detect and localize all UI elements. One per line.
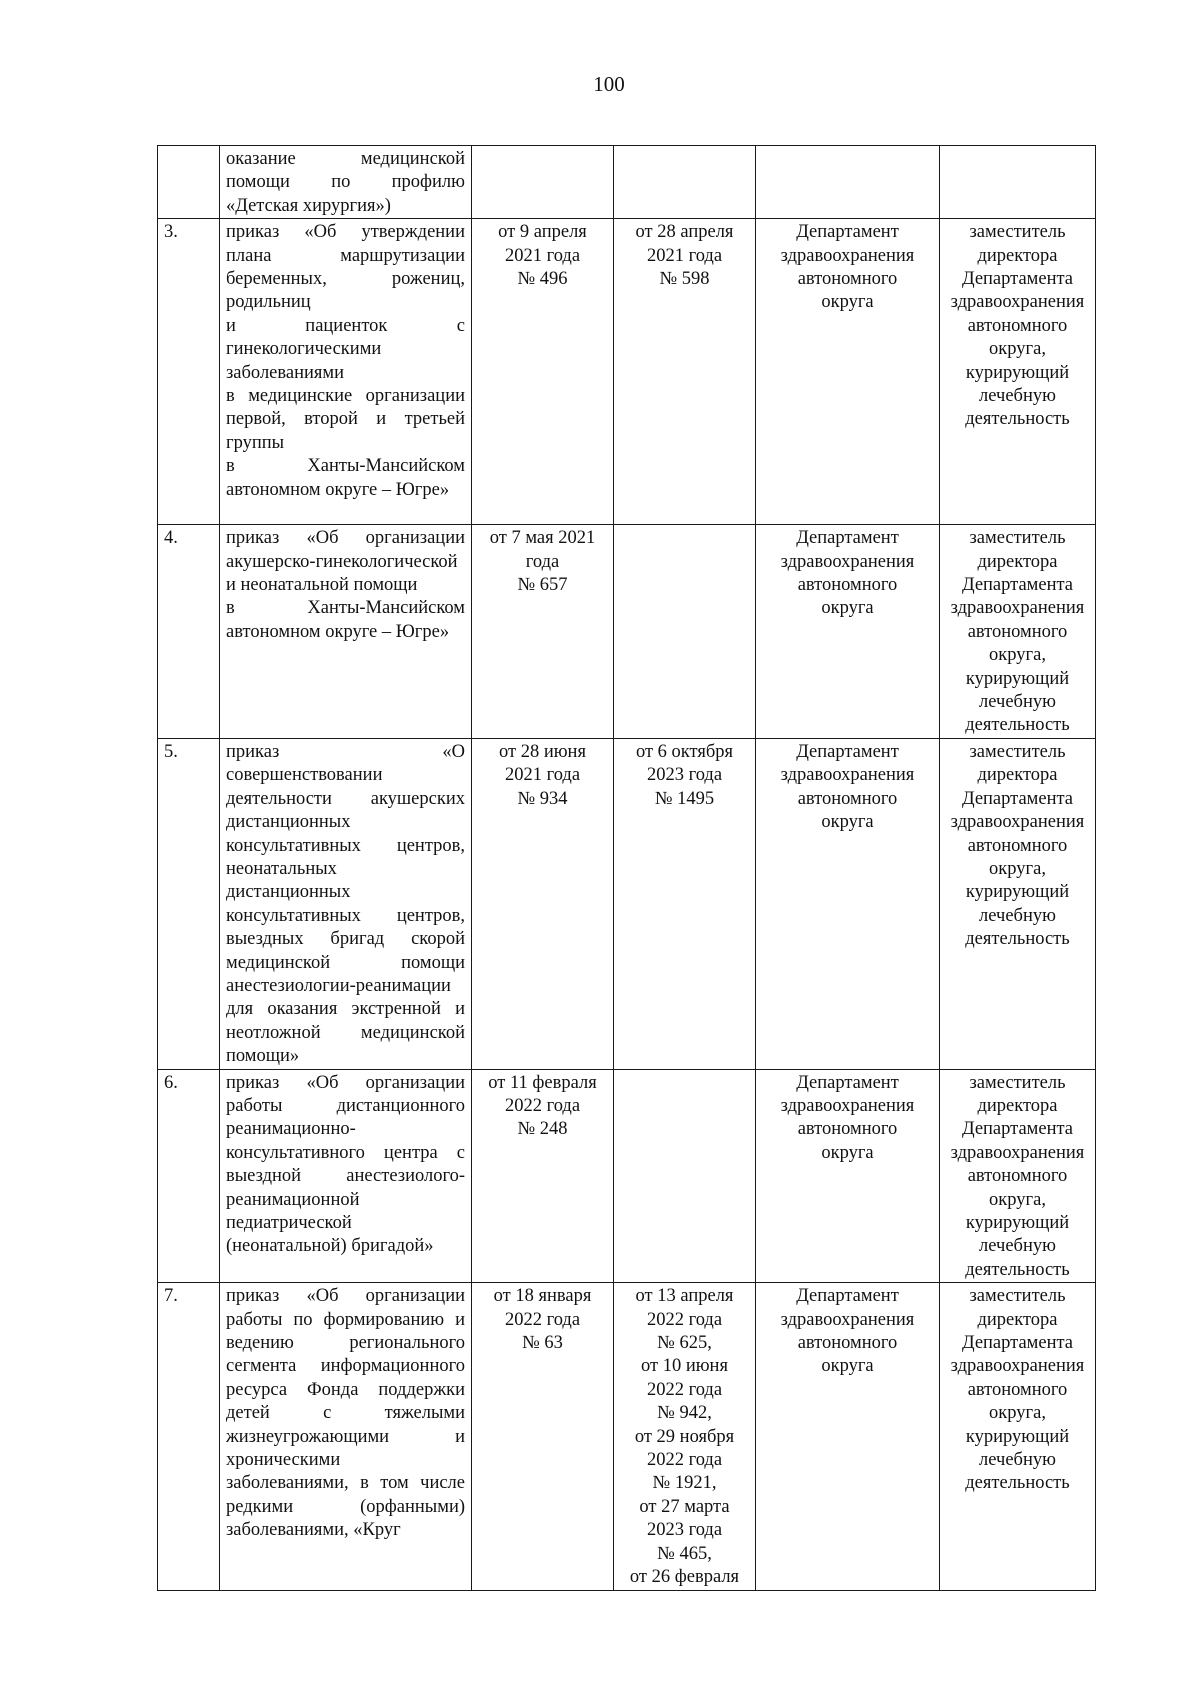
- amendments-cell-line: 2021 года: [646, 245, 723, 266]
- document-title-cell-line: оказание медицинской помощи по профилю «Детская хирургия»): [226, 149, 465, 216]
- amendments-cell: [614, 146, 756, 219]
- responsible-body-cell-line: Департамент: [796, 1072, 899, 1093]
- responsible-body-cell-line: Департамент: [796, 1286, 899, 1307]
- curator-cell-line: округа,: [989, 1189, 1046, 1210]
- approval-date-cell: [472, 738, 614, 1069]
- amendments-cell-line: № 598: [659, 269, 710, 290]
- approval-date-cell-line: № 934: [517, 788, 568, 809]
- amendments-cell: [614, 219, 756, 525]
- curator-cell-line: округа,: [989, 1403, 1046, 1424]
- table-row: [158, 1069, 1096, 1283]
- responsible-body-cell: [756, 1283, 940, 1590]
- curator-cell-line: Департамента: [961, 575, 1074, 596]
- table-row: [158, 146, 1096, 219]
- responsible-body-cell-line: округа: [821, 598, 874, 619]
- approval-date-cell-line: 2022 года: [504, 1095, 581, 1116]
- responsible-body-cell-line: здравоохранения: [780, 245, 915, 266]
- curator-cell-line: директора: [977, 765, 1058, 786]
- amendments-cell: [614, 1283, 756, 1590]
- amendments-cell-line: от 27 марта: [639, 1496, 730, 1517]
- curator-cell: [940, 146, 1096, 219]
- responsible-body-cell-line: округа: [821, 812, 874, 833]
- curator-cell: [940, 219, 1096, 525]
- responsible-body-cell-line: Департамент: [796, 741, 899, 762]
- amendments-cell-line: от 29 ноября: [634, 1426, 735, 1447]
- curator-cell-line: заместитель: [969, 1072, 1066, 1093]
- curator-cell-line: округа,: [989, 645, 1046, 666]
- curator-cell: [940, 1069, 1096, 1283]
- amendments-cell-line: от 26 февраля: [629, 1567, 740, 1588]
- amendments-cell-line: от 6 октября: [635, 741, 734, 762]
- curator-cell-line: деятельность: [965, 1259, 1070, 1280]
- curator-cell-line: автономного: [967, 1379, 1068, 1400]
- curator-cell-line: заместитель: [969, 222, 1066, 243]
- document-title-cell-line: и пациенток с гинекологическими заболеваниями: [226, 315, 465, 383]
- curator-cell-line: округа,: [989, 858, 1046, 879]
- responsible-body-cell-line: здравоохранения: [780, 1309, 915, 1330]
- page-number: 100: [593, 72, 625, 96]
- row-number-cell: 3.: [158, 219, 220, 525]
- amendments-cell-line: 2022 года: [646, 1379, 723, 1400]
- document-title-cell-line: приказ «Об организации работы дистанционного реанимационно-консультативного центра с выездной анестезиолого-реанимационной педиатрической (неонатальной) бригадой»: [226, 1072, 465, 1257]
- responsible-body-cell-line: Департамент: [796, 222, 899, 243]
- curator-cell-line: здравоохранения: [950, 1142, 1085, 1163]
- approval-date-cell-line: года: [525, 551, 560, 572]
- approval-date-cell-line: № 657: [517, 575, 568, 596]
- amendments-cell-line: от 10 июня: [641, 1356, 728, 1377]
- curator-cell-line: автономного: [967, 835, 1068, 856]
- amendments-cell: [614, 525, 756, 739]
- amendments-cell-line: от 28 апреля: [635, 222, 734, 243]
- approval-date-cell-line: № 248: [517, 1119, 568, 1140]
- curator-cell-line: здравоохранения: [950, 1356, 1085, 1377]
- approval-date-cell-line: от 7 мая 2021: [489, 528, 596, 549]
- document-title-cell-line: приказ «О совершенствовании деятельности акушерских дистанционных консультативных центров, неонатальных дистанционных консультативных центров, выездных бригад скорой медицинской помощи анестезиологии-реанимации для оказания экстренной и неотложной медицинской помощи»: [226, 741, 465, 1067]
- row-number-cell: 4.: [158, 525, 220, 739]
- row-number-cell: 7.: [158, 1283, 220, 1590]
- curator-cell-line: директора: [977, 1095, 1058, 1116]
- responsible-body-cell-line: автономного: [797, 788, 898, 809]
- curator-cell-line: деятельность: [965, 929, 1070, 950]
- table-row: [158, 219, 1096, 525]
- approval-date-cell: [472, 525, 614, 739]
- curator-cell-line: заместитель: [969, 528, 1066, 549]
- curator-cell-line: здравоохранения: [950, 598, 1085, 619]
- approval-date-cell-line: от 28 июня: [499, 741, 586, 762]
- curator-cell-line: курирующий: [965, 362, 1070, 383]
- curator-cell: [940, 738, 1096, 1069]
- responsible-body-cell: [756, 219, 940, 525]
- table-row: [158, 525, 1096, 739]
- responsible-body-cell-line: здравоохранения: [780, 551, 915, 572]
- responsible-body-cell-line: округа: [821, 1356, 874, 1377]
- curator-cell-line: деятельность: [965, 715, 1070, 736]
- approval-date-cell-line: от 18 января: [493, 1286, 592, 1307]
- responsible-body-cell: [756, 738, 940, 1069]
- responsible-body-cell-line: округа: [821, 1142, 874, 1163]
- document-title-cell: [220, 1283, 472, 1590]
- curator-cell-line: заместитель: [969, 741, 1066, 762]
- approval-date-cell-line: 2021 года: [504, 765, 581, 786]
- amendments-cell-line: № 1495: [654, 788, 715, 809]
- curator-cell-line: деятельность: [965, 1473, 1070, 1494]
- curator-cell-line: директора: [977, 245, 1058, 266]
- curator-cell-line: директора: [977, 551, 1058, 572]
- curator-cell-line: Департамента: [961, 788, 1074, 809]
- approval-date-cell-line: от 9 апреля: [498, 222, 587, 243]
- curator-cell: [940, 525, 1096, 739]
- document-title-cell-line: в медицинские организации первой, второй и третьей группы: [226, 386, 465, 453]
- approval-date-cell: [472, 146, 614, 219]
- responsible-body-cell-line: автономного: [797, 269, 898, 290]
- document-title-cell-line: в Ханты-Мансийском автономном округе – Югре»: [226, 598, 465, 642]
- document-title-cell: [220, 219, 472, 525]
- curator-cell-line: лечебную: [979, 692, 1056, 713]
- curator-cell-line: курирующий: [965, 1213, 1070, 1233]
- curator-cell-line: курирующий: [965, 882, 1070, 903]
- curator-cell-line: автономного: [967, 1166, 1068, 1187]
- amendments-cell: [614, 738, 756, 1069]
- responsible-body-cell-line: Департамент: [796, 528, 899, 549]
- curator-cell-line: автономного: [967, 315, 1068, 336]
- curator-cell-line: Департамента: [961, 1333, 1074, 1354]
- amendments-cell-line: № 1921,: [652, 1473, 717, 1494]
- amendments-cell-line: № 625,: [657, 1333, 712, 1354]
- approval-date-cell-line: от 11 февраля: [488, 1072, 597, 1093]
- responsible-body-cell-line: автономного: [797, 1119, 898, 1140]
- amendments-cell-line: 2022 года: [646, 1309, 723, 1330]
- curator-cell-line: лечебную: [979, 1450, 1056, 1471]
- curator-cell-line: автономного: [967, 621, 1068, 642]
- document-title-cell: [220, 738, 472, 1069]
- curator-cell: [940, 1283, 1096, 1590]
- curator-cell-line: директора: [977, 1309, 1058, 1330]
- curator-cell-line: Департамента: [961, 269, 1074, 290]
- responsible-body-cell-line: автономного: [797, 575, 898, 596]
- document-title-cell-line: в Ханты-Мансийском автономном округе – Югре»: [226, 456, 465, 500]
- document-title-cell: [220, 1069, 472, 1283]
- responsible-body-cell: [756, 1069, 940, 1283]
- curator-cell-line: курирующий: [965, 668, 1070, 689]
- amendments-cell-line: 2023 года: [646, 765, 723, 786]
- curator-cell-line: лечебную: [979, 905, 1056, 926]
- approval-date-cell: [472, 219, 614, 525]
- curator-cell-line: лечебную: [979, 386, 1056, 407]
- approval-date-cell-line: 2021 года: [504, 245, 581, 266]
- responsible-body-cell-line: здравоохранения: [780, 1095, 915, 1116]
- responsible-body-cell-line: округа: [821, 292, 874, 313]
- document-title-cell: [220, 146, 472, 219]
- curator-cell-line: Департамента: [961, 1119, 1074, 1140]
- approval-date-cell: [472, 1283, 614, 1590]
- responsible-body-cell: [756, 525, 940, 739]
- amendments-cell: [614, 1069, 756, 1283]
- curator-cell-line: лечебную: [979, 1236, 1056, 1257]
- amendments-cell-line: от 13 апреля: [635, 1286, 734, 1307]
- document-title-cell-line: приказ «Об организации работы по формированию и ведению регионального сегмента информационного ресурса Фонда поддержки детей с тяжелыми жизнеугрожающими и хроническими заболеваниями, в том числе редкими (орфанными) заболеваниями, «Круг: [226, 1286, 465, 1541]
- amendments-cell-line: 2022 года: [646, 1450, 723, 1471]
- document-title-cell-line: приказ «Об организации акушерско-гинекологической и неонатальной помощи: [226, 528, 465, 596]
- approval-date-cell-line: № 63: [522, 1333, 563, 1354]
- table-body: [158, 146, 1096, 1591]
- table-row: [158, 738, 1096, 1069]
- row-number-cell: [158, 146, 220, 219]
- curator-cell-line: заместитель: [969, 1286, 1066, 1307]
- row-number-cell: 6.: [158, 1069, 220, 1283]
- responsible-body-cell: [756, 146, 940, 219]
- document-title-cell: [220, 525, 472, 739]
- curator-cell-line: здравоохранения: [950, 292, 1085, 313]
- curator-cell-line: здравоохранения: [950, 812, 1085, 833]
- amendments-cell-line: № 465,: [657, 1543, 712, 1564]
- orders-table: [157, 145, 1096, 1591]
- curator-cell-line: курирующий: [965, 1426, 1070, 1447]
- row-number-cell: 5.: [158, 738, 220, 1069]
- table-row: [158, 1283, 1096, 1590]
- document-title-cell-line: приказ «Об утверждении плана маршрутизации беременных, рожениц, родильниц: [226, 222, 465, 313]
- curator-cell-line: округа,: [989, 339, 1046, 360]
- approval-date-cell-line: № 496: [517, 269, 568, 290]
- responsible-body-cell-line: автономного: [797, 1333, 898, 1354]
- amendments-cell-line: 2023 года: [646, 1520, 723, 1541]
- curator-cell-line: деятельность: [965, 409, 1070, 430]
- approval-date-cell-line: 2022 года: [504, 1309, 581, 1330]
- responsible-body-cell-line: здравоохранения: [780, 765, 915, 786]
- amendments-cell-line: № 942,: [657, 1403, 712, 1424]
- approval-date-cell: [472, 1069, 614, 1283]
